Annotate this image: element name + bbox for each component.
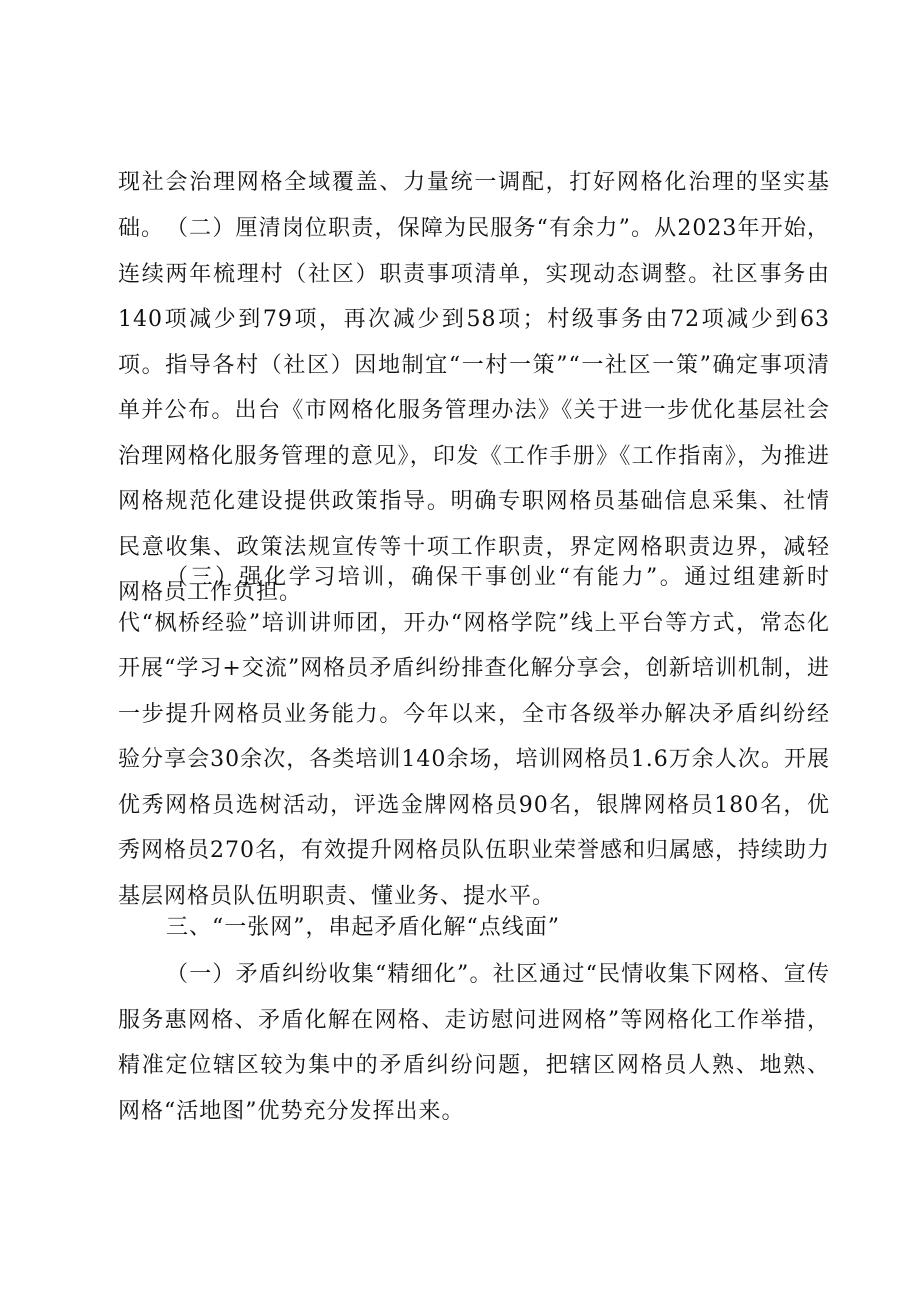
paragraph-continuation: 现社会治理网格全域覆盖、力量统一调配，打好网格化治理的坚实基础。	[118, 170, 830, 241]
paragraph-training: （三）强化学习培训，确保干事创业“有能力”。通过组建新时代“枫桥经验”培训讲师团，开办“网格学院”线上平台等方式，常态化开展“学习+交流”网格员矛盾纠纷排查化解分享会，创新培训机制，进一步提升网格员业务能力。今年以来，全市各级举办解决矛盾纠纷经验分享会30余次，各类培训140余场，培训网格员1.6万余人次。开展优秀网格员选树活动，评选金牌网格员90名，银牌网格员180名，优秀网格员270名，有效提升网格员队伍职业荣誉感和归属感，持续助力基层网格员队伍明职责、懂业务、提水平。	[118, 565, 830, 909]
section-heading-one-network: 三、“一张网”，串起矛盾化解“点线面”	[166, 915, 560, 940]
paragraph-dispute-collection: （一）矛盾纠纷收集“精细化”。社区通过“民情收集下网格、宣传服务惠网格、矛盾化解在网格、走访慰问进网格”等网格化工作举措，精准定位辖区较为集中的矛盾纠纷问题，把辖区网格员人熟、地熟、网格“活地图”优势充分发挥出来。	[118, 962, 830, 1124]
paragraph-clarify-duties: （二）厘清岗位职责，保障为民服务“有余力”。从2023年开始，连续两年梳理村（社区）职责事项清单，实现动态调整。社区事务由140项减少到79项，再次减少到58项；村级事务由72项减少到63项。指导各村（社区）因地制宜“一村一策”“一社区一策”确定事项清单并公布。出台《市网格化服务管理办法》《关于进一步优化基层社会治理网格化服务管理的意见》，印发《工作手册》《工作指南》，为推进网格规范化建设提供政策指导。明确专职网格员基础信息采集、社情民意收集、政策法规宣传等十项工作职责，界定网格职责边界，减轻网格员工作负担。	[118, 216, 830, 605]
